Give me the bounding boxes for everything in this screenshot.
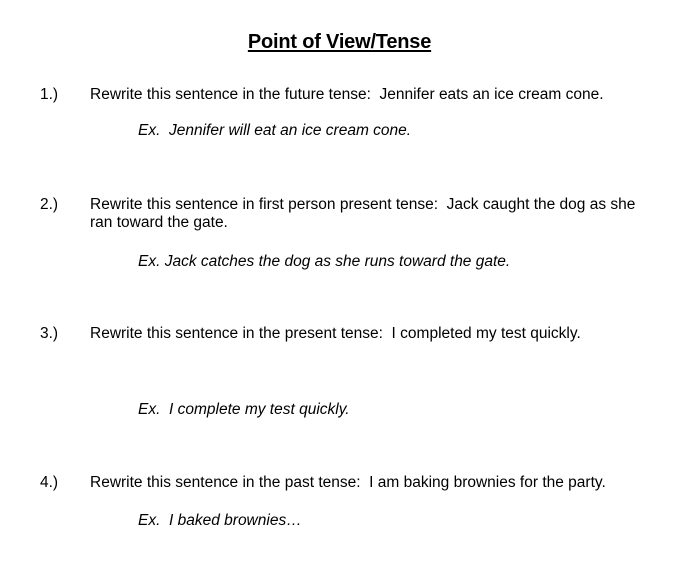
question-number: 4.) [40, 474, 59, 491]
question-prompt: Rewrite this sentence in the present tense: I completed my test quickly. [90, 325, 581, 342]
question-number: 1.) [40, 86, 59, 103]
example-answer-3: Ex. I complete my test quickly. [138, 401, 350, 418]
example-answer-2: Ex. Jack catches the dog as she runs toward the gate. [138, 253, 511, 270]
question-prompt: Rewrite this sentence in the past tense: I am baking brownies for the party. [90, 474, 606, 491]
page-title: Point of View/Tense [247, 31, 432, 53]
question-prompt: Rewrite this sentence in the future tense: Jennifer eats an ice cream cone. [90, 86, 604, 103]
question-number: 2.) [40, 196, 59, 213]
question-prompt: Rewrite this sentence in first person present tense: Jack caught the dog as she ran toward the gate. [90, 196, 640, 231]
example-answer-1: Ex. Jennifer will eat an ice cream cone. [138, 122, 412, 139]
example-answer-4: Ex. I baked brownies… [138, 512, 302, 529]
question-number: 3.) [40, 325, 59, 342]
